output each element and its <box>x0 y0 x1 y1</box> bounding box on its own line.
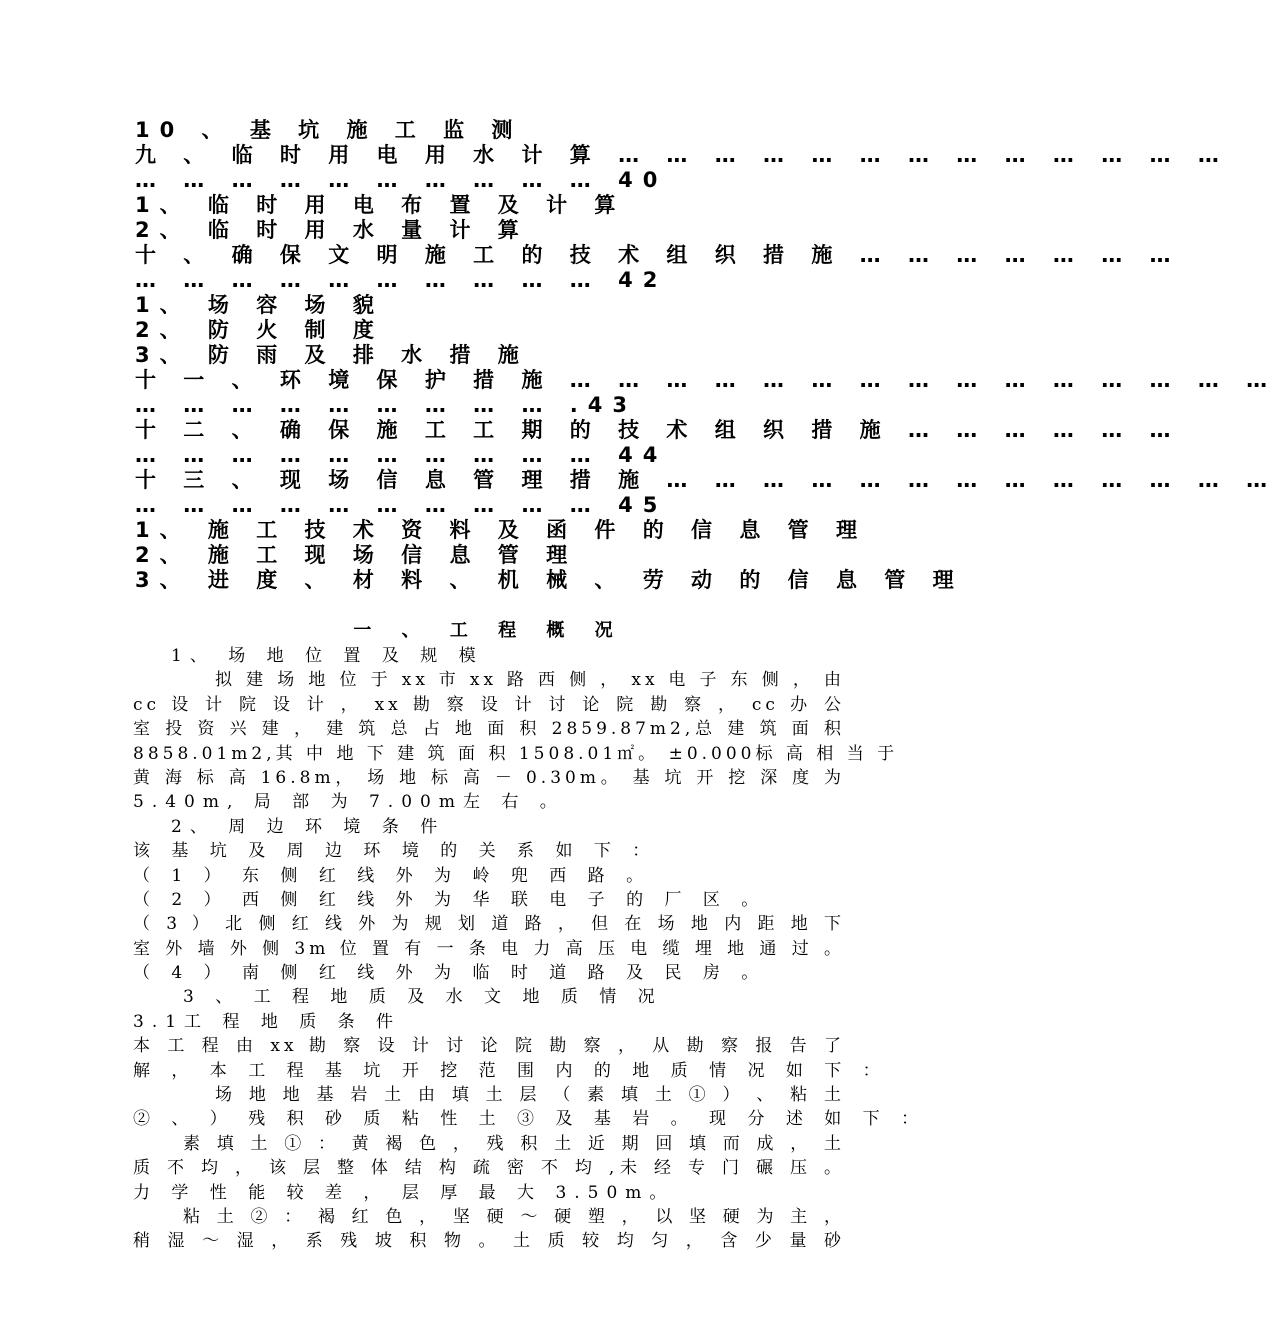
text-line: cc 设 计 院 设 计 ， xx 勘 察 设 计 讨 论 院 勘 察 ， cc 办 公 <box>133 694 845 715</box>
toc-line: 2、 施 工 现 场 信 息 管 理 <box>135 543 578 567</box>
toc-line: 1、 临 时 用 电 布 置 及 计 算 <box>135 193 626 217</box>
text-line: （ 3 ） 北 侧 红 线 外 为 规 划 道 路 ， 但 在 场 地 内 距 地 下 <box>133 914 845 935</box>
toc-line: 3、 进 度 、 材 料 、 机 械 、 劳 动 的 信 息 管 理 <box>135 568 964 592</box>
text-line: （ 4 ） 南 侧 红 线 外 为 临 时 道 路 及 民 房 。 <box>133 963 767 984</box>
text-line: 黄 海 标 高 16.8m， 场 地 标 高 － 0.30m。 基 坑 开 挖 深 度 为 <box>133 767 845 788</box>
text-line: 室 投 资 兴 建 ， 建 筑 总 占 地 面 积 2859.87m2,总 建 筑 面 积 <box>133 719 845 740</box>
toc-line: 十 二 、 确 保 施 工 工 期 的 技 术 组 织 措 施 … … … … … … <box>135 418 1181 442</box>
text-line: 场 地 地 基 岩 土 由 填 土 层 （ 素 填 土 ① ） 、 粘 土 <box>215 1085 845 1106</box>
text-line: 拟 建 场 地 位 于 xx 市 xx 路 西 侧 ， xx 电 子 东 侧 ， 由 <box>215 670 845 691</box>
toc-line: 1、 场 容 场 貌 <box>135 293 384 317</box>
text-line: 该 基 坑 及 周 边 环 境 的 关 系 如 下 ： <box>133 841 658 862</box>
text-line: ② 、 ） 残 积 砂 质 粘 性 土 ③ 及 基 岩 。 现 分 述 如 下 ： <box>133 1109 927 1130</box>
section-heading: 一 、 工 程 概 况 <box>353 620 625 641</box>
text-line: （ 2 ） 西 侧 红 线 外 为 华 联 电 子 的 厂 区 。 <box>133 889 767 910</box>
text-line: 2、 周 边 环 境 条 件 <box>171 816 446 837</box>
text-line: 粘 土 ② ： 褐 红 色 ， 坚 硬 ～ 硬 塑 ， 以 坚 硬 为 主 ， <box>183 1206 845 1227</box>
toc-line: … … … … … … … … … … 42 <box>135 268 668 292</box>
toc-line: … … … … … … … … … … 44 <box>135 443 668 467</box>
text-line: 1、 场 地 位 置 及 规 模 <box>171 646 484 666</box>
toc-line: 1、 施 工 技 术 资 料 及 函 件 的 信 息 管 理 <box>135 518 867 542</box>
text-line: 本 工 程 由 xx 勘 察 设 计 讨 论 院 勘 察 ， 从 勘 察 报 告 了 <box>133 1036 846 1057</box>
text-line: 3.1工 程 地 质 条 件 <box>133 1011 402 1032</box>
text-line: 3 、 工 程 地 质 及 水 文 地 质 情 况 <box>183 987 663 1008</box>
toc-line: 九 、 临 时 用 电 用 水 计 算 … … … … … … … … … … … … … <box>135 143 1229 167</box>
paragraph-list <box>133 644 927 1254</box>
toc-line: 3、 防 雨 及 排 水 措 施 <box>135 343 529 367</box>
text-line: 力 学 性 能 较 差 ， 层 厚 最 大 3.50m。 <box>133 1182 675 1203</box>
toc-line: … … … … … … … … … … 40 <box>135 168 668 192</box>
text-line: 5.40m, 局 部 为 7.00m左 右 。 <box>133 792 565 813</box>
text-line: 室 外 墙 外 侧 3m 位 置 有 一 条 电 力 高 压 电 缆 埋 地 通 过 。 <box>133 938 845 959</box>
table-of-contents <box>135 118 1277 593</box>
toc-line: 10 、 基 坑 施 工 监 测 <box>135 118 523 142</box>
text-line: 解 ， 本 工 程 基 坑 开 挖 范 围 内 的 地 质 情 况 如 下 ： <box>133 1060 888 1081</box>
toc-line: 十 一 、 环 境 保 护 措 施 … … … … … … … … … … … … … … … <box>135 368 1277 392</box>
text-line: 稍 湿 ～ 湿 ， 系 残 坡 积 物 。 土 质 较 均 匀 ， 含 少 量 砂 <box>133 1231 845 1252</box>
text-line: （ 1 ） 东 侧 红 线 外 为 岭 兜 西 路 。 <box>133 865 652 886</box>
text-line: 质 不 均 ， 该 层 整 体 结 构 疏 密 不 均 ,未 经 专 门 碾 压 。 <box>133 1158 845 1179</box>
toc-line: 2、 防 火 制 度 <box>135 318 384 342</box>
toc-line: 2、 临 时 用 水 量 计 算 <box>135 218 529 242</box>
text-line: 8858.01m2,其 中 地 下 建 筑 面 积 1508.01㎡。 ±0.000标 高 相 当 于 <box>133 743 899 764</box>
section-content <box>133 618 927 1254</box>
text-line: 素 填 土 ① ： 黄 褐 色 ， 残 积 土 近 期 回 填 而 成 ， 土 <box>183 1133 845 1154</box>
toc-line: 十 三 、 现 场 信 息 管 理 措 施 … … … … … … … … … … … … … <box>135 468 1277 492</box>
toc-line: … … … … … … … … … … 45 <box>135 493 668 517</box>
toc-line: 十 、 确 保 文 明 施 工 的 技 术 组 织 措 施 … … … … … … … <box>135 243 1181 267</box>
toc-line: … … … … … … … … … .43 <box>135 393 638 417</box>
